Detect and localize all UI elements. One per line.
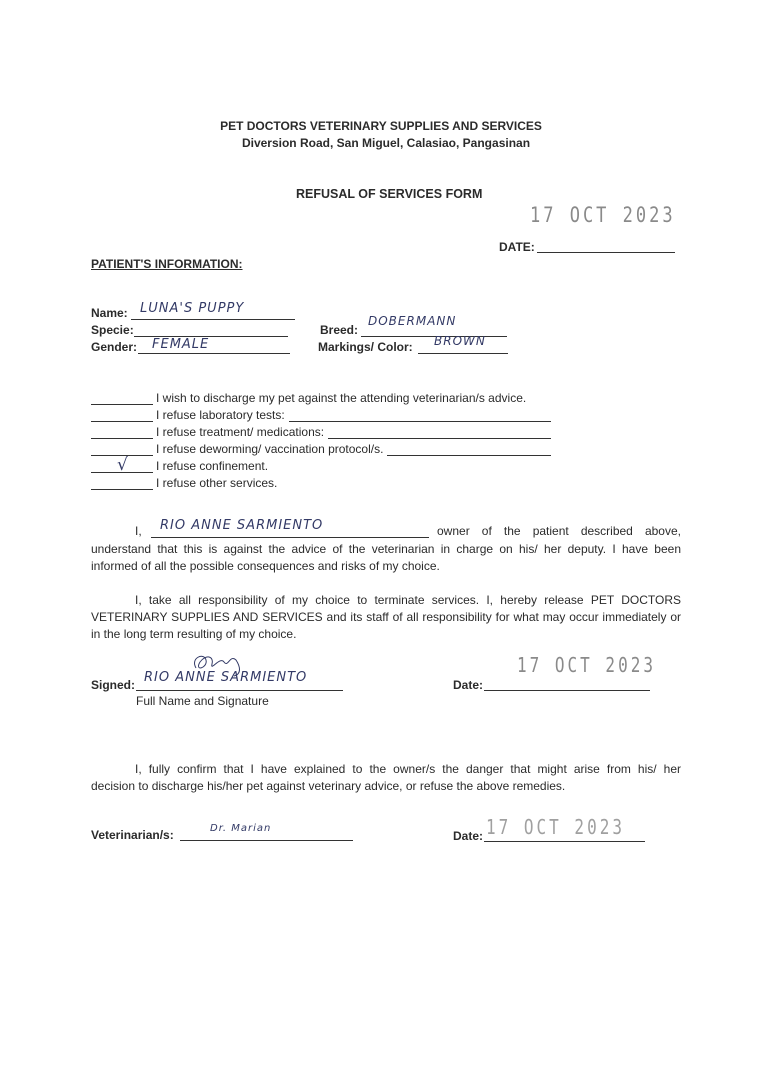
option-label: I wish to discharge my pet against the attending veterinarian/s advice. [156, 391, 527, 405]
option-detail-field[interactable] [328, 438, 551, 439]
breed-label: Breed: [320, 323, 359, 337]
breed-value: DOBERMANN [368, 314, 457, 328]
option-label: I refuse treatment/ medications: [156, 425, 325, 439]
markings-label: Markings/ Color: [318, 340, 413, 354]
markings-field[interactable] [418, 353, 508, 354]
name-field[interactable] [131, 319, 295, 320]
option-checkbox-line[interactable] [91, 438, 153, 439]
owner-name-field[interactable] [151, 537, 429, 538]
statement-line2: understand that this is against the advice of the veterinarian in charge on his/ her deputy. I have been [91, 542, 681, 556]
option-label: I refuse laboratory tests: [156, 408, 285, 422]
specie-label: Specie: [91, 323, 134, 337]
option-label: I refuse deworming/ vaccination protocol/s. [156, 442, 384, 456]
release-line1: I, take all responsibility of my choice to terminate services. I, hereby release PET DOCTORS [135, 593, 681, 607]
gender-label: Gender: [91, 340, 138, 354]
owner-date-field[interactable] [484, 690, 650, 691]
name-value: LUNA'S PUPPY [140, 301, 245, 316]
signature-field[interactable] [136, 690, 343, 691]
statement-prefix: I, [135, 524, 142, 538]
option-detail-field[interactable] [289, 421, 551, 422]
gender-field[interactable] [138, 353, 290, 354]
veterinarian-label: Veterinarian/s: [91, 828, 174, 842]
owner-date-label: Date: [453, 678, 484, 692]
patient-section-label: PATIENT'S INFORMATION: [91, 257, 243, 271]
vet-date-field[interactable] [484, 841, 645, 842]
vet-confirm-line1: I, fully confirm that I have explained to the owner/s the danger that might arise from his/ her [135, 762, 681, 776]
vet-date-stamp: 17 OCT 2023 [486, 815, 625, 839]
owner-name-value: RIO ANNE SARMIENTO [160, 518, 324, 533]
option-checkbox-line[interactable] [91, 404, 153, 405]
option-label: I refuse other services. [156, 476, 278, 490]
signature-caption: Full Name and Signature [136, 694, 269, 708]
signed-label: Signed: [91, 678, 135, 692]
vet-date-label: Date: [453, 829, 484, 843]
signed-value: RIO ANNE SARMIENTO [144, 670, 308, 685]
option-detail-field[interactable] [387, 455, 551, 456]
date-label: DATE: [499, 240, 535, 254]
vet-confirm-line2: decision to discharge his/her pet against veterinary advice, or refuse the above remedies. [91, 779, 566, 793]
date-stamp: 17 OCT 2023 [530, 203, 676, 228]
release-line2: VETERINARY SUPPLIES AND SERVICES and its staff of all responsibility for what may occur immediately or [91, 610, 681, 624]
company-name: PET DOCTORS VETERINARY SUPPLIES AND SERVICES [220, 119, 542, 133]
option-checkbox-line[interactable] [91, 421, 153, 422]
check-mark: √ [117, 455, 129, 475]
owner-date-stamp: 17 OCT 2023 [517, 653, 656, 677]
statement-line1-suffix: owner of the patient described above, [437, 524, 681, 538]
company-address: Diversion Road, San Miguel, Calasiao, Pangasinan [241, 136, 531, 150]
veterinarian-field[interactable] [180, 840, 353, 841]
gender-value: FEMALE [152, 337, 210, 352]
option-label: I refuse confinement. [156, 459, 269, 473]
form-title: REFUSAL OF SERVICES FORM [296, 187, 483, 201]
statement-line3: informed of all the possible consequences and risks of my choice. [91, 559, 440, 573]
option-checkbox-line[interactable] [91, 489, 153, 490]
veterinarian-value: Dr. Marian [210, 823, 272, 834]
date-line[interactable] [537, 252, 675, 253]
markings-value: BROWN [434, 334, 486, 348]
release-line3: in the long term resulting of my choice. [91, 627, 297, 641]
name-label: Name: [91, 306, 128, 320]
